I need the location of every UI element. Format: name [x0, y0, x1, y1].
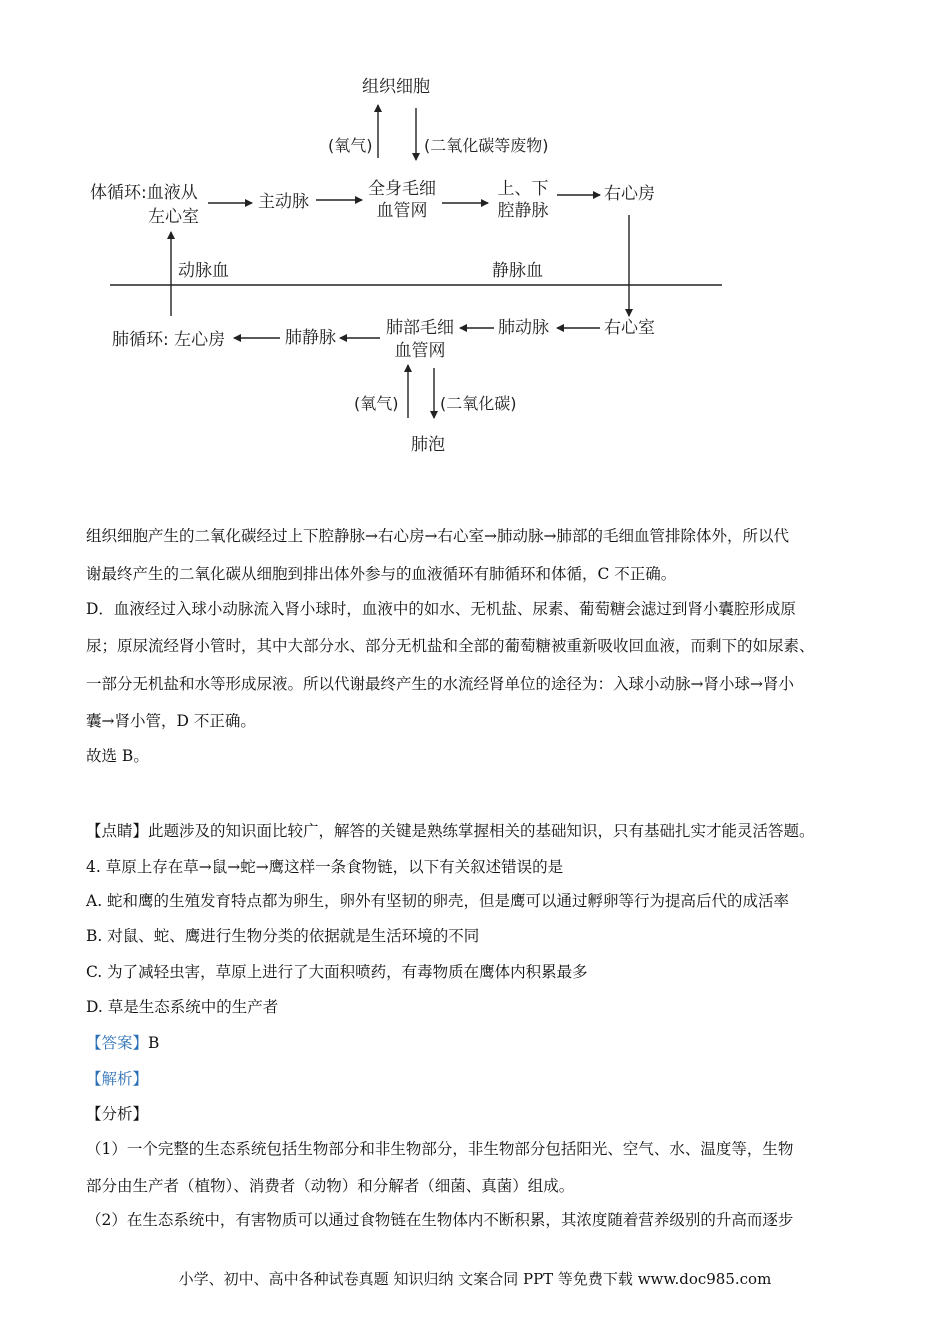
co2-waste-label: (二氧化碳等废物): [424, 136, 549, 155]
tissue-cells-label: 组织细胞: [362, 77, 430, 97]
pulmonary-artery-label: 肺动脉: [498, 318, 549, 338]
answer-value: B: [148, 1034, 160, 1052]
option-d: D. 草是生态系统中的生产者: [86, 998, 279, 1016]
body-capillary-label-2: 血管网: [376, 201, 428, 221]
option-a: A. 蛇和鹰的生殖发育特点都为卵生，卵外有坚韧的卵壳，但是鹰可以通过孵卵等行为提高后代的成活率: [86, 892, 790, 910]
lung-capillary-label-1: 肺部毛细: [386, 318, 454, 338]
aorta-label: 主动脉: [258, 192, 309, 212]
body-capillary-label-1: 全身毛细: [368, 179, 436, 199]
answer-line: [86, 1031, 876, 1053]
analysis-line-3: （2）在生态系统中，有害物质可以通过食物链在生物体内不断积累，其浓度随着营养级别的升高而逐步: [86, 1211, 794, 1229]
left-ventricle-label: 左心室: [148, 207, 199, 227]
right-atrium-label: 右心房: [604, 184, 655, 204]
analysis-line-1: （1）一个完整的生态系统包括生物部分和非生物部分，非生物部分包括阳光、空气、水、温度等，生物: [86, 1140, 794, 1158]
analysis-line-2: 部分由生产者（植物）、消费者（动物）和分解者（细菌、真菌）组成。: [86, 1177, 575, 1195]
lung-capillary-label-2: 血管网: [394, 341, 446, 361]
venous-blood-label: 静脉血: [492, 261, 543, 281]
answer-tag: 【答案】: [86, 1034, 149, 1052]
co2-bottom-label: (二氧化碳): [440, 394, 517, 413]
analysis-tag: 【解析】: [86, 1070, 149, 1088]
option-b: B. 对鼠、蛇、鹰进行生物分类的依据就是生活环境的不同: [86, 927, 480, 945]
question-4-stem: 4. 草原上存在草→鼠→蛇→鹰这样一条食物链，以下有关叙述错误的是: [86, 858, 564, 876]
paragraph-line-7: 故选 B。: [86, 747, 149, 765]
paragraph-line-6: 囊→肾小管，D 不正确。: [86, 712, 256, 730]
paragraph-line-2: 谢最终产生的二氧化碳从细胞到排出体外参与的血液循环有肺循环和体循，C 不正确。: [86, 565, 677, 583]
arterial-blood-label: 动脉血: [178, 261, 229, 281]
oxygen-top-label: (氧气): [328, 136, 373, 155]
paragraph-line-3: D．血液经过入球小动脉流入肾小球时，血液中的如水、无机盐、尿素、葡萄糖会滤过到肾小囊腔形成原: [86, 600, 796, 618]
alveoli-label: 肺泡: [411, 435, 445, 455]
pulmonary-circulation-label: 肺循环: 左心房: [112, 330, 226, 350]
oxygen-bottom-label: (氧气): [354, 394, 399, 413]
fenxi-heading: 【分析】: [86, 1105, 149, 1123]
option-c: C. 为了减轻虫害，草原上进行了大面积喷药，有毒物质在鹰体内积累最多: [86, 963, 588, 981]
right-ventricle-label: 右心室: [604, 318, 655, 338]
vena-cava-label-2: 腔静脉: [497, 201, 549, 221]
pulmonary-vein-label: 肺静脉: [285, 328, 336, 348]
key-point-note: 【点睛】此题涉及的知识面比较广，解答的关键是熟练掌握相关的基础知识，只有基础扎实才能灵活答题。: [86, 822, 815, 840]
systemic-circulation-label: 体循环:血液从: [90, 183, 198, 203]
paragraph-line-1: 组织细胞产生的二氧化碳经过上下腔静脉→右心房→右心室→肺动脉→肺部的毛细血管排除体外，所以代: [86, 527, 789, 545]
vena-cava-label-1: 上、下: [497, 179, 549, 199]
paragraph-line-5: 一部分无机盐和水等形成尿液。所以代谢最终产生的水流经肾单位的途径为：入球小动脉→肾小球→肾小: [86, 675, 794, 693]
paragraph-line-4: 尿；原尿流经肾小管时，其中大部分水、部分无机盐和全部的葡萄糖被重新吸收回血液，而剩下的如尿素、: [86, 637, 815, 655]
page-footer: 小学、初中、高中各种试卷真题 知识归纳 文案合同 PPT 等免费下载 www.doc985.com: [178, 1270, 772, 1288]
